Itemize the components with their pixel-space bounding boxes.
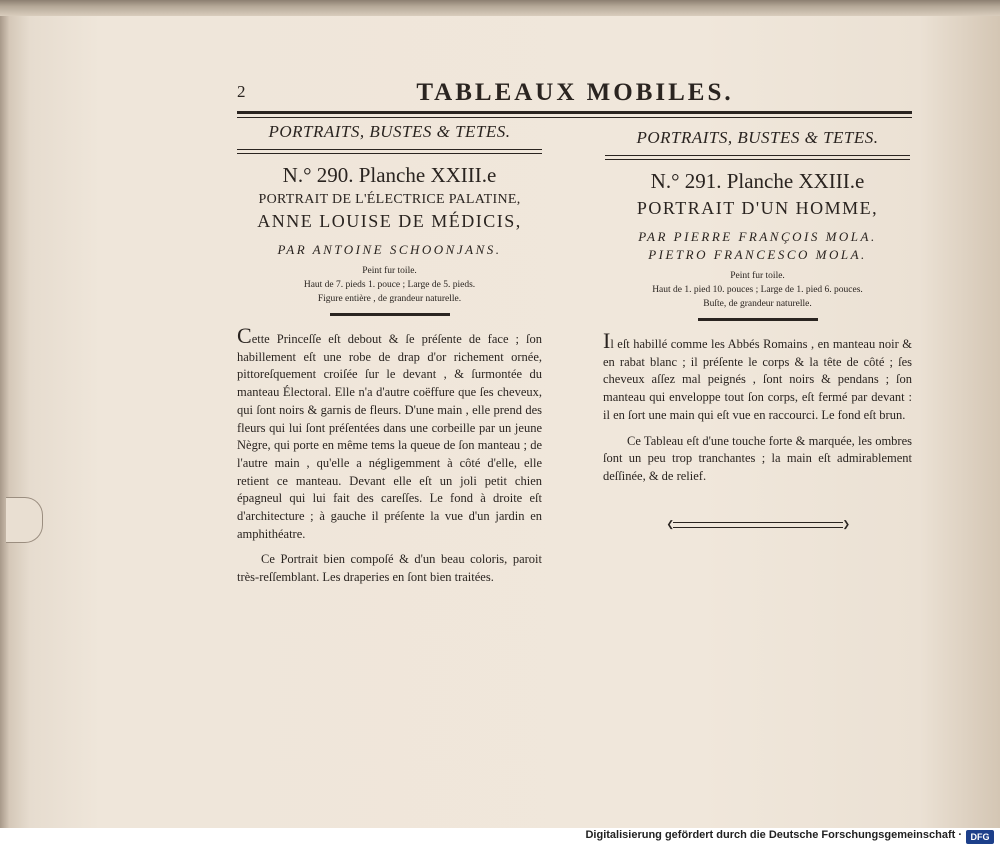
artist-name-italian: PIETRO FRANCESCO MOLA. bbox=[648, 247, 867, 262]
figure-note: Figure entière , de grandeur naturelle. bbox=[317, 294, 462, 304]
dimensions: Haut de 1. pied 10. pouces ; Large de 1. pied 6. pouces. bbox=[652, 285, 863, 295]
title-line-2: ANNE LOUISE DE MÉDICIS, bbox=[257, 211, 522, 231]
artist-name: PAR PIERRE FRANÇOIS MOLA. bbox=[638, 229, 877, 244]
plate-number: N.° 291. Planche XXIII.e bbox=[650, 169, 865, 193]
paragraph-1: Il eſt habillé comme les Abbés Romains , en manteau noir & en rabat blanc ; il préſente le corps & la tête de côté ; ſes cheveux aſſez mal peignés , ſont noirs & pendans ; ſon manteau qui enveloppe tout ſon corps, eſt fermé par devant : il en ſort une main qui eſt vue en raccourci. Le fond eſt brun. bbox=[603, 328, 912, 422]
drop-cap: I bbox=[603, 328, 611, 353]
description bbox=[603, 328, 912, 486]
medium: Peint fur toile. bbox=[362, 266, 417, 276]
plate-number: N.° 290. Planche XXIII.e bbox=[282, 163, 497, 187]
section-rule bbox=[237, 149, 542, 154]
paragraph-2: Ce Portrait bien compoſé & d'un beau coloris, paroit très-reſſemblant. Les draperies en ſont bien traitées. bbox=[237, 552, 542, 585]
page-number: 2 bbox=[237, 82, 246, 101]
artist-name: PAR ANTOINE SCHOONJANS. bbox=[277, 242, 502, 257]
divider-rule bbox=[698, 318, 818, 321]
paragraph-1: Cette Princeſſe eſt debout & ſe préſente de face ; ſon habillement eſt une robe de drap d'or richement ornée, pittoreſquement croiſée ſur le devant , & ſurmontée du manteau Électoral. Elle n'a d'autre coëffure que ſes cheveux, qui ſont noirs & garnis de fleurs. D'une main , elle prend des fleurs qui lui ſont préſentées dans une corbeille par un jeune Nègre, qui porte en même tems la queue de ſon manteau ; de l'autre main , qu'elle a négligemment à côté d'elle, elle retient ce manteau. Devant elle eſt un joli petit chien épagneul qui lui fait des careſſes. Le fond à droite eſt d'architecture ; à gauche il préſente la vue d'un jardin en amphithéatre. bbox=[237, 323, 542, 541]
section-title: PORTRAITS, BUSTES & TETES. bbox=[636, 128, 879, 147]
funding-credit: Digitalisierung gefördert durch die Deutsche Forschungsgemeinschaft · bbox=[585, 829, 962, 841]
header-rule-thick bbox=[237, 111, 912, 114]
technical-details bbox=[237, 264, 542, 306]
figure-note: Buſte, de grandeur naturelle. bbox=[703, 299, 812, 309]
divider-rule bbox=[330, 313, 450, 316]
tail-ornament: ❮ ❯ bbox=[666, 518, 851, 529]
entry-291 bbox=[603, 128, 912, 529]
description bbox=[237, 323, 542, 587]
binding-edge bbox=[0, 16, 10, 828]
paragraph-2: Ce Tableau eſt d'une touche forte & marquée, les ombres ſont un peu trop tranchantes ; la main eſt admirablement deſſinée, & de relief. bbox=[603, 433, 912, 483]
entry-290 bbox=[237, 122, 542, 587]
page-stack-edge bbox=[0, 0, 1000, 16]
running-head: TABLEAUX MOBILES. bbox=[416, 79, 734, 106]
title-line-1: PORTRAIT D'UN HOMME, bbox=[636, 198, 879, 218]
section-title: PORTRAITS, BUSTES & TETES. bbox=[268, 122, 511, 141]
dimensions: Haut de 7. pieds 1. pouce ; Large de 5. pieds. bbox=[303, 280, 476, 290]
dfg-logo: DFG bbox=[966, 830, 994, 844]
title-line-1: PORTRAIT DE L'ÉLECTRICE PALATINE, bbox=[258, 192, 521, 207]
section-rule bbox=[605, 155, 910, 160]
medium: Peint fur toile. bbox=[730, 271, 785, 281]
page-tab bbox=[6, 497, 43, 543]
header-rule-thin bbox=[237, 117, 912, 118]
technical-details bbox=[603, 269, 912, 311]
drop-cap: C bbox=[237, 323, 252, 348]
